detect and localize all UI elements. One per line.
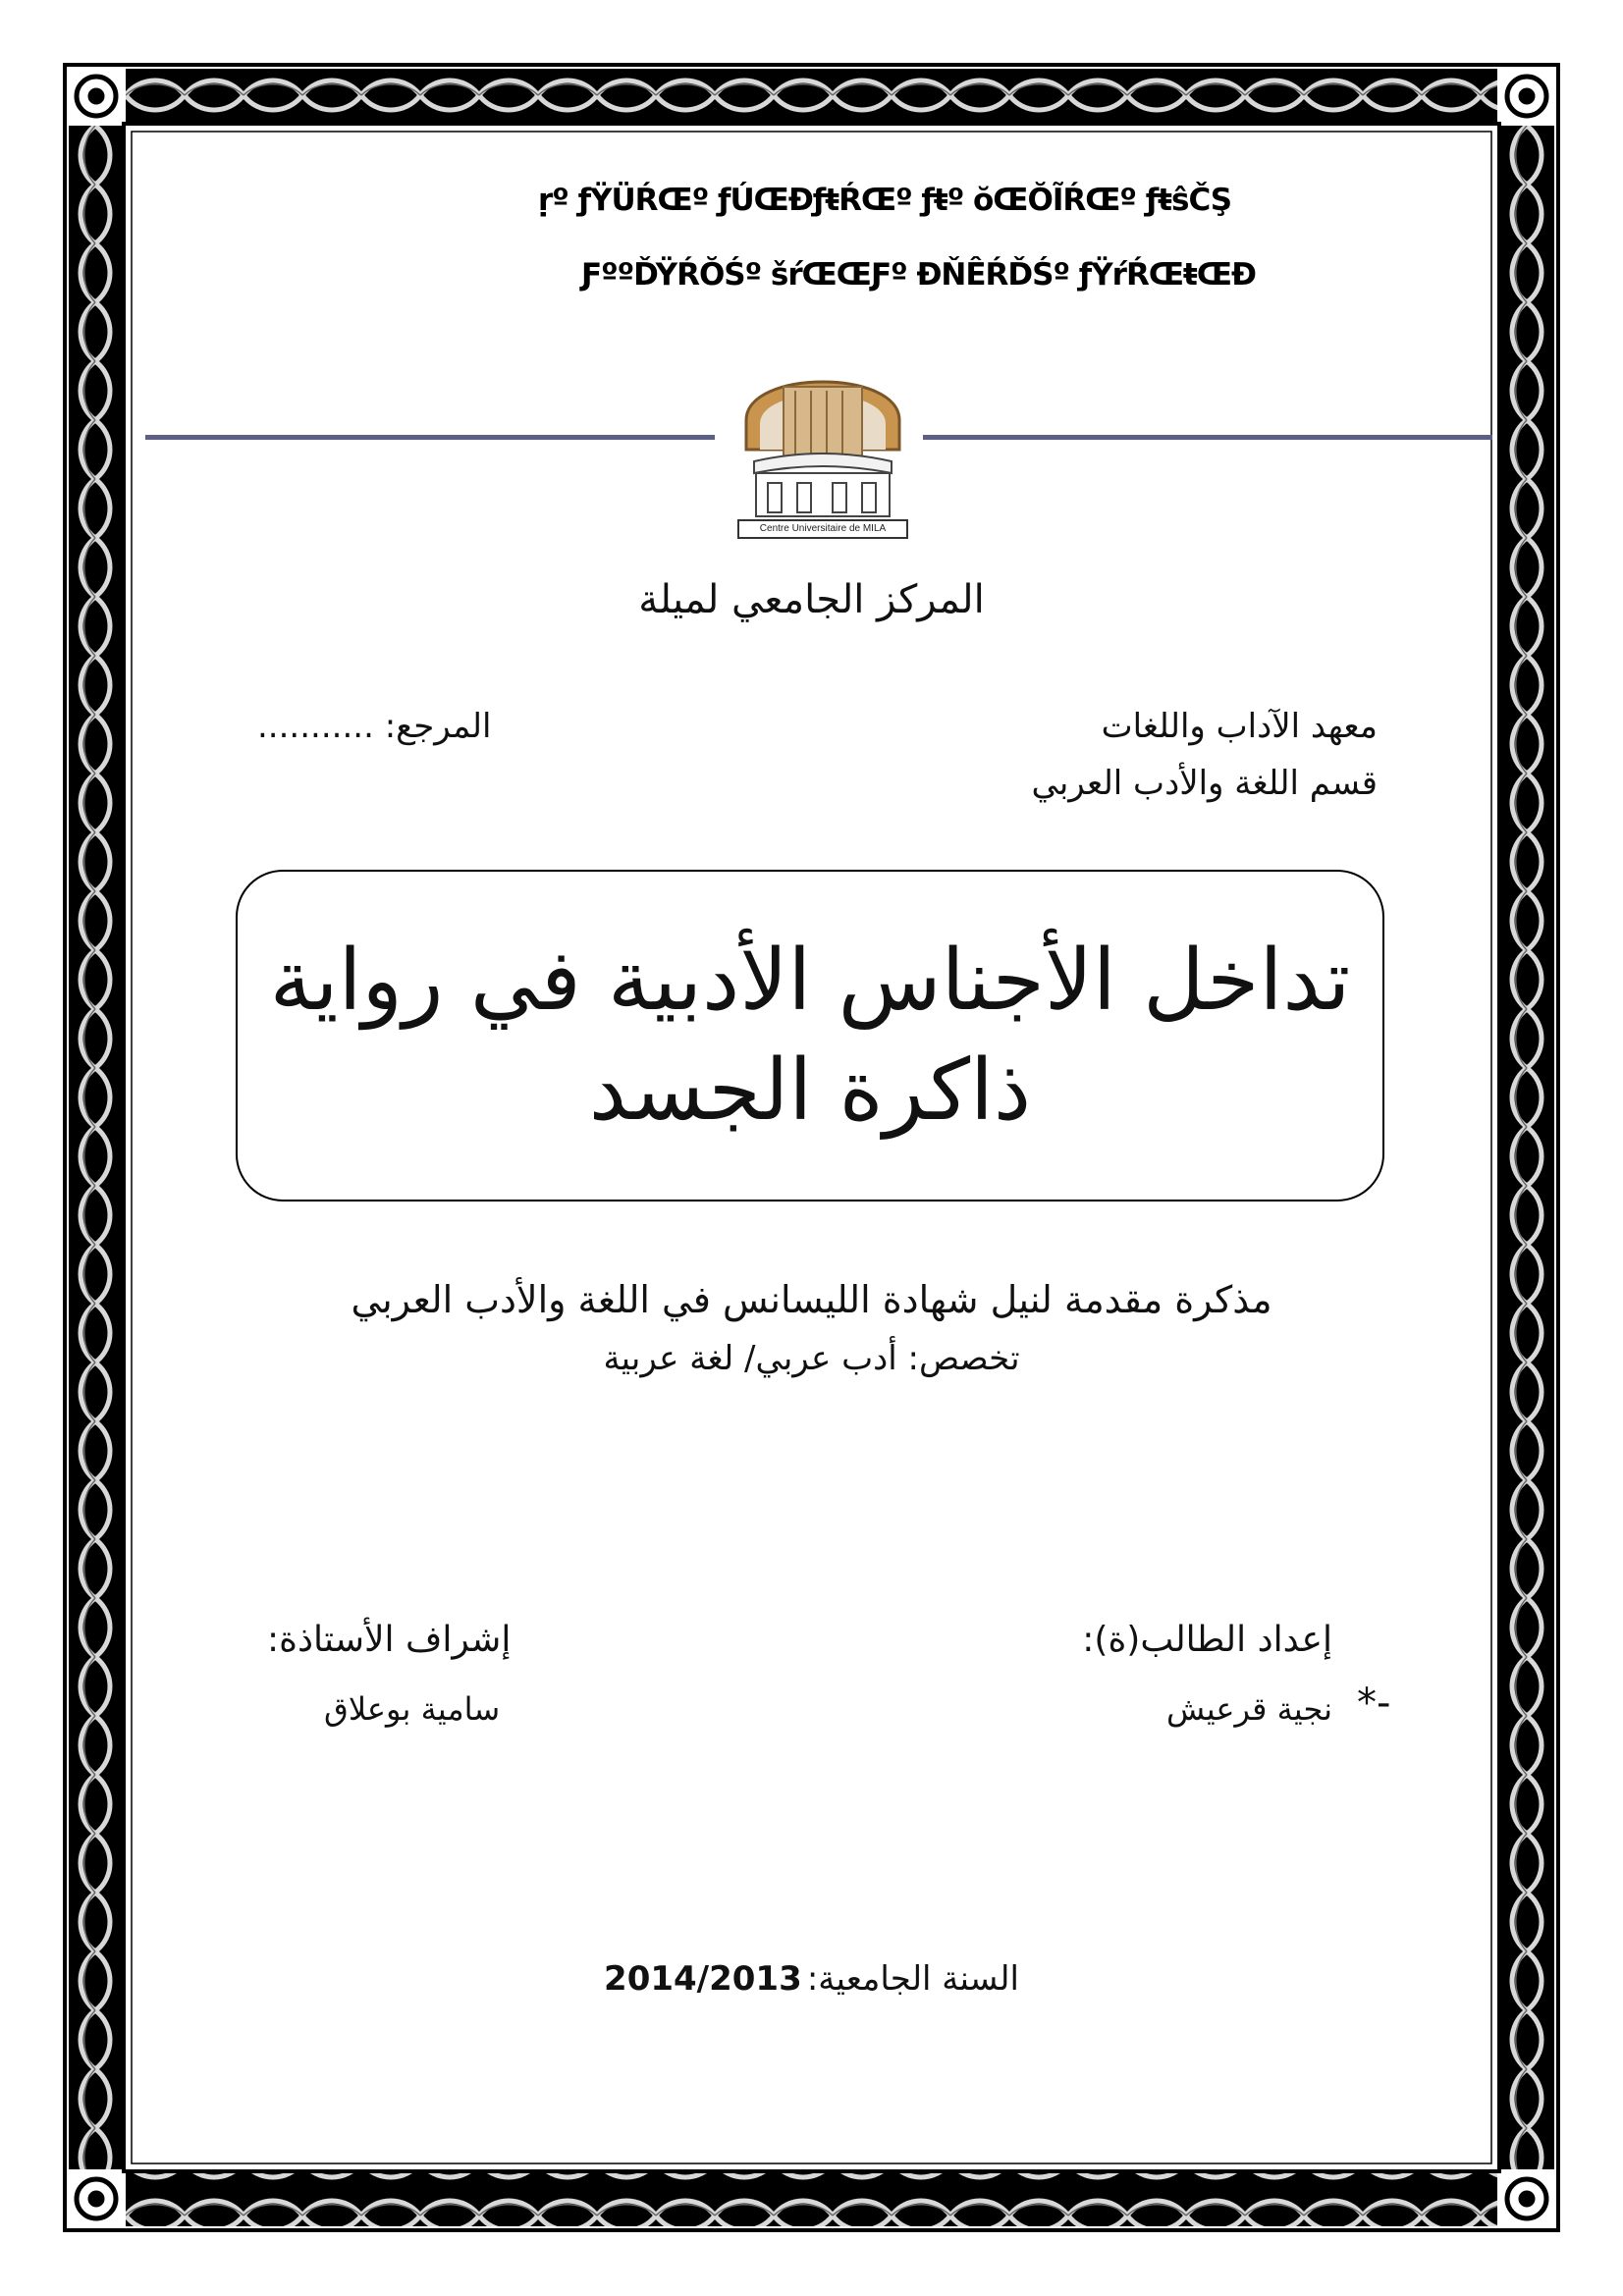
institution-name: المركز الجامعي لميلة — [638, 577, 985, 622]
thesis-title-box — [236, 870, 1384, 1201]
thesis-title-line-1: تداخل الأجناس الأدبية في رواية — [269, 932, 1351, 1030]
academic-year-label: السنة الجامعية: — [806, 1959, 1019, 1999]
reference-field: المرجع: ........... — [257, 707, 492, 746]
university-logo — [734, 351, 911, 540]
institute-name: معهد الآداب واللغات — [1101, 707, 1378, 746]
header-line-1: ṛº ƒŸÜŔŒº ƒÚŒĐƒŧŔŒº ƒŧº ŏŒŎĨŔŒº ƒŧŝČŞ — [538, 183, 1232, 218]
header-line-2: ƑººĎŸŔŎŚº šŕŒŒƑº ĐŇÊŔĎŚº ƒŸŕŔŒŧŒĐ — [581, 257, 1256, 293]
student-label: إعداد الطالب(ة): — [1082, 1620, 1332, 1660]
student-name: نجية قرعيش — [1165, 1690, 1332, 1728]
student-bullet: *- — [1357, 1681, 1391, 1726]
specialization: تخصص: أدب عربي/ لغة عربية — [603, 1339, 1020, 1378]
thesis-title-line-2: ذاكرة الجسد — [588, 1041, 1032, 1140]
header-rule-right — [923, 435, 1492, 440]
department-name: قسم اللغة والأدب العربي — [1031, 764, 1378, 803]
supervisor-name: سامية بوعلاق — [324, 1690, 501, 1728]
header-rule-left — [145, 435, 715, 440]
supervisor-label: إشراف الأستاذة: — [267, 1620, 512, 1660]
thesis-note: مذكرة مقدمة لنيل شهادة الليسانس في اللغة والأدب العربي — [351, 1278, 1272, 1321]
academic-year-value: 2014/2013 — [604, 1959, 802, 1999]
academic-year — [0, 1959, 1623, 1999]
logo-caption: Centre Universitaire de MILA — [759, 523, 887, 534]
